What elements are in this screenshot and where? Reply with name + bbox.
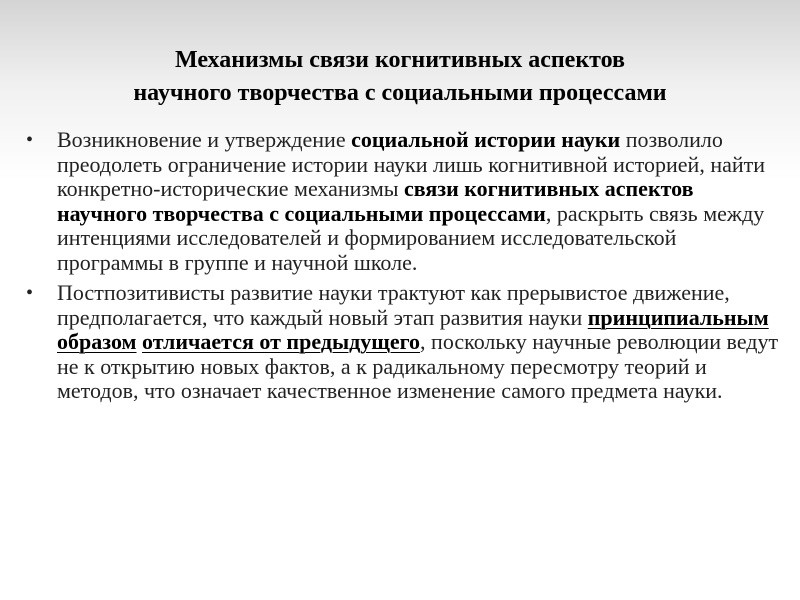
text-run: позволило преодолеть ограничение истории науки лишь когнитивной историей, найти конкретно-исторические механизмы bbox=[57, 127, 766, 201]
bullet-marker: • bbox=[26, 129, 34, 151]
text-run: Возникновение и утверждение bbox=[57, 127, 352, 152]
underlined-bold-differs: отличается от предыдущего bbox=[142, 329, 421, 354]
bullet-item-2 bbox=[22, 281, 782, 404]
underlined-bold-principal: принципиальным образом bbox=[57, 304, 769, 354]
title-line-1: Механизмы связи когнитивных аспектов bbox=[175, 47, 625, 73]
bullet-marker: • bbox=[26, 282, 34, 304]
bullet-item-1 bbox=[22, 128, 782, 275]
slide-title bbox=[40, 44, 760, 110]
bullet-list bbox=[22, 128, 782, 410]
bold-text-social-history: социальной истории науки bbox=[351, 127, 621, 152]
text-run: , раскрыть связь между интенциями исследователей и формированием исследовательской программы в группе и научной школе. bbox=[57, 200, 765, 275]
bold-text-mechanisms: связи когнитивных аспектов научного творчества с социальными процессами bbox=[57, 176, 694, 226]
text-run: Постпозитивисты развитие науки трактуют как прерывистое движение, предполагается, что каждый новый этап развития науки bbox=[57, 280, 730, 330]
title-line-2: научного творчества с социальными процессами bbox=[133, 80, 667, 106]
text-run: , поскольку научные революции ведут не к открытию новых фактов, а к радикальному пересмотру теорий и методов, что означает качественное изменение самого предмета науки. bbox=[57, 329, 779, 403]
